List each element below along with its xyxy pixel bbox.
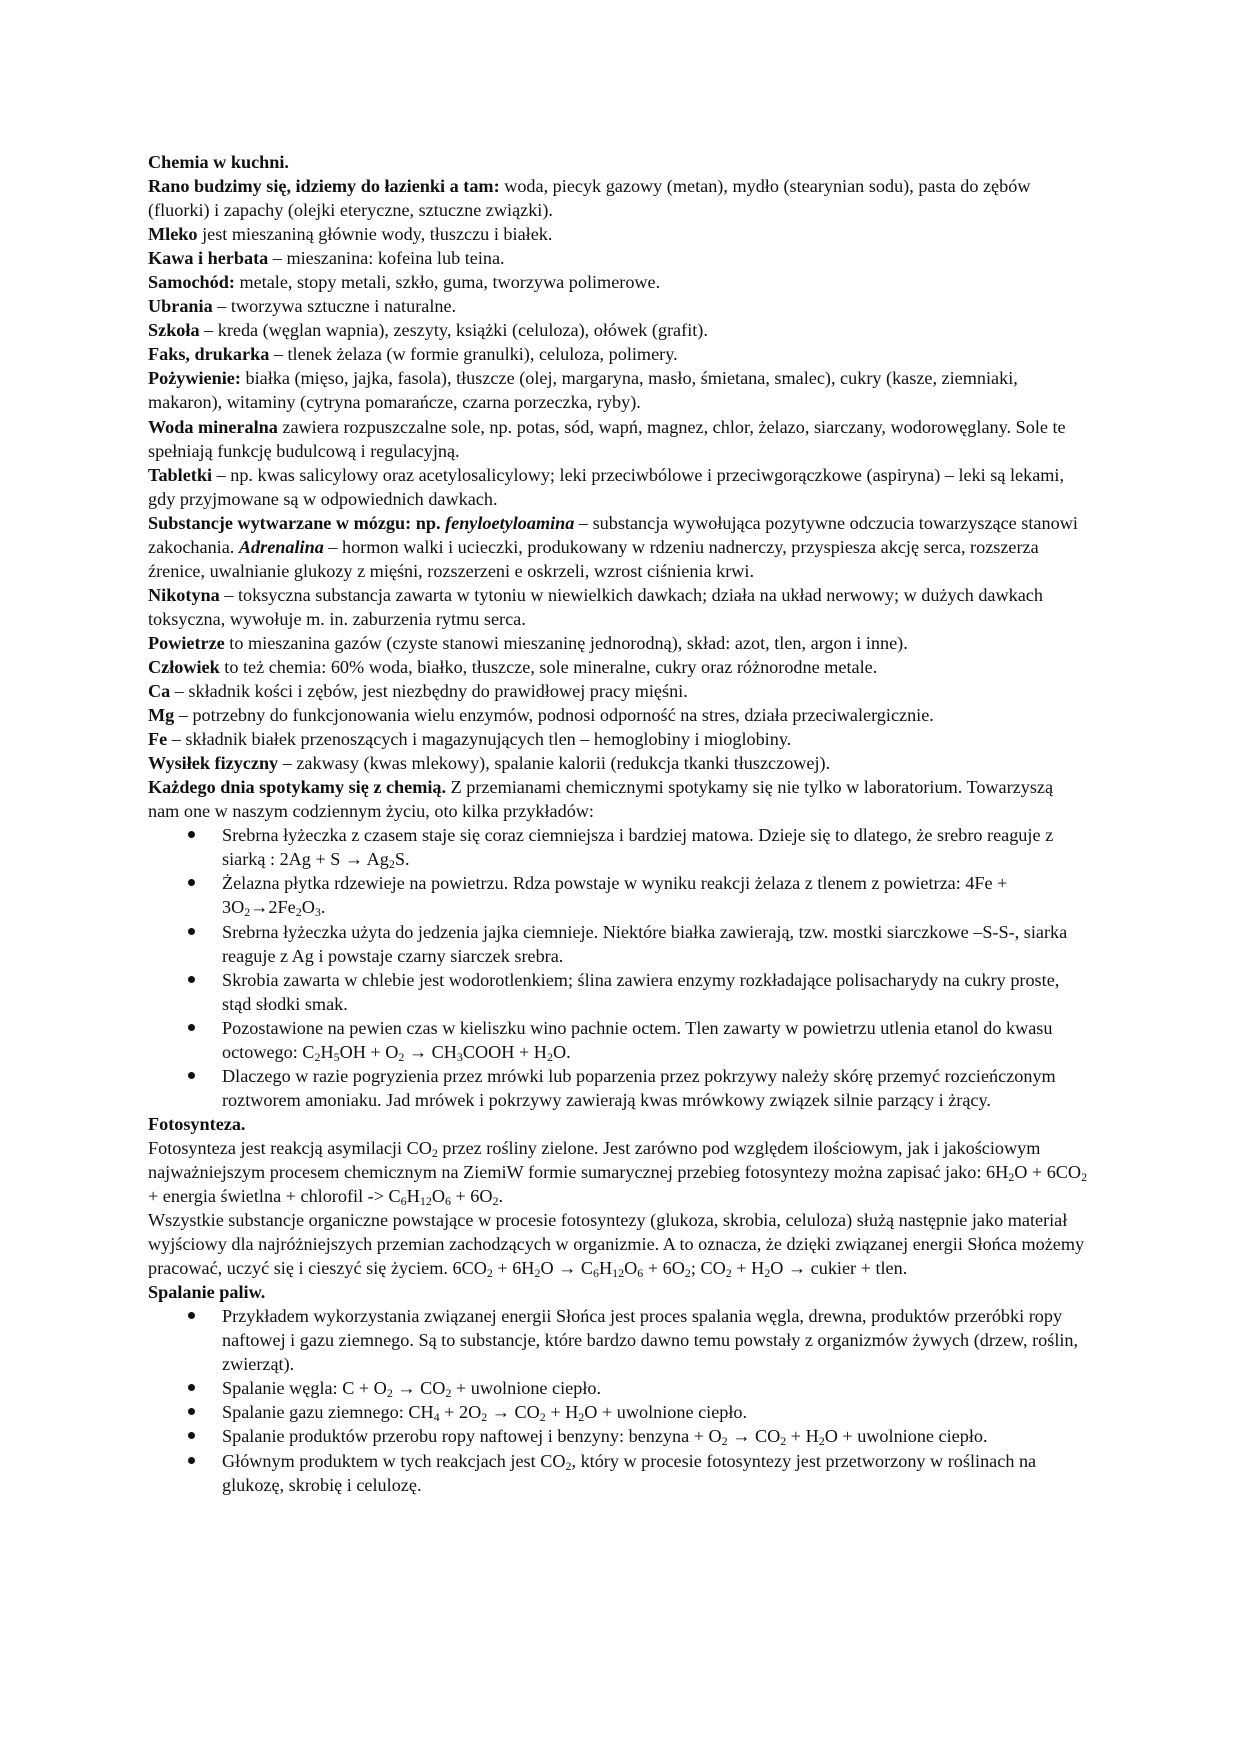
- brain-paragraph: Substancje wytwarzane w mózgu: np. fenyloetyloamina – substancja wywołująca pozytywne odczucia towarzyszące stanowi zakochania. Adrenalina – hormon walki i ucieczki, produkowany w rdzeniu nadnerczy, przyspiesza akcję serca, rozszerza źrenice, uwalnianie glukozy z mięśni, rozszerzeni e oskrzeli, wzrost ciśnienia krwi.: [148, 512, 1078, 581]
- paragraph: Samochód: metale, stopy metali, szkło, guma, tworzywa polimerowe.: [148, 272, 661, 293]
- intro-paragraphs: [148, 174, 1088, 823]
- paragraph: Ubrania – tworzywa sztuczne i naturalne.: [148, 296, 457, 317]
- paragraph: Kawa i herbata – mieszanina: kofeina lub teina.: [148, 248, 505, 269]
- paragraph: Rano budzimy się, idziemy do łazienki a tam: woda, piecyk gazowy (metan), mydło (stearynian sodu), pasta do zębów (fluorki) i zapachy (olejki eteryczne, sztuczne związki).: [148, 176, 1031, 221]
- examples-list: [148, 823, 1088, 1112]
- list-item: Spalanie gazu ziemnego: $CH_4 + 2O_2 \to CO_2 + H_2O$ + uwolnione ciepło.: [222, 1400, 1088, 1424]
- paragraph: Faks, drukarka – tlenek żelaza (w formie granulki), celuloza, polimery.: [148, 344, 678, 365]
- paragraph: Ca – składnik kości i zębów, jest niezbędny do prawidłowej pracy mięśni.: [148, 681, 688, 702]
- list-item: Srebrna łyżeczka użyta do jedzenia jajka ciemnieje. Niektóre białka zawierają, tzw. mostki siarczkowe –S-S-, siarka reaguje z Ag i powstaje czarny siarczek srebra.: [222, 920, 1088, 968]
- fuel-list: [148, 1304, 1088, 1496]
- list-item: Przykładem wykorzystania związanej energii Słońca jest proces spalania węgla, drewna, produktów przeróbki ropy naftowej i gazu ziemnego. Są to substancje, które bardzo dawno temu powstały z organizmów żywych (drzew, roślin, zwierząt).: [222, 1304, 1088, 1376]
- paragraph: Nikotyna – toksyczna substancja zawarta w tytoniu w niewielkich dawkach; działa na układ nerwowy; w dużych dawkach toksyczna, wywołuje m. in. zaburzenia rytmu serca.: [148, 584, 1043, 629]
- document-title: Chemia w kuchni.: [148, 152, 289, 172]
- list-item: Skrobia zawarta w chlebie jest wodorotlenkiem; ślina zawiera enzymy rozkładające polisacharydy na cukry proste, stąd słodki smak.: [222, 968, 1088, 1016]
- paragraph: Pożywienie: białka (mięso, jajka, fasola), tłuszcze (olej, margaryna, masło, śmietana, smalec), cukry (kasze, ziemniaki, makaron), witaminy (cytryna pomarańcze, czarna porzeczka, ryby).: [148, 368, 1018, 413]
- paragraph: Tabletki – np. kwas salicylowy oraz acetylosalicylowy; leki przeciwbólowe i przeciwgorączkowe (aspiryna) – leki są lekami, gdy przyjmowane są w odpowiednich dawkach.: [148, 464, 1065, 509]
- section-heading-fuel: Spalanie paliw.: [148, 1282, 266, 1303]
- section-heading-photosynthesis: Fotosynteza.: [148, 1113, 246, 1134]
- paragraph: Każdego dnia spotykamy się z chemią. Z przemianami chemicznymi spotykamy się nie tylko w laboratorium. Towarzyszą nam one w naszym codziennym życiu, oto kilka przykładów:: [148, 777, 1054, 822]
- paragraph: Wysiłek fizyczny – zakwasy (kwas mlekowy), spalanie kalorii (redukcja tkanki tłuszczowej).: [148, 753, 831, 774]
- list-item: Głównym produktem w tych reakcjach jest $CO_2$, który w procesie fotosyntezy jest przetworzony w roślinach na glukozę, skrobię i celulozę.: [222, 1449, 1088, 1497]
- photosynthesis-paragraph: Fotosynteza jest reakcją asymilacji $CO_2$ przez rośliny zielone. Jest zarówno pod względem ilościowym, jak i jakościowym najważniejszym procesem chemicznym na ZiemiW formie sumarycznej przebieg fotosyntezy można zapisać jako: $6H_2O + 6CO_2$ + energia świetlna + chlorofil -> $C_6H_{12}O_6 + 6O_2$.: [148, 1137, 1088, 1209]
- list-item: Srebrna łyżeczka z czasem staje się coraz ciemniejsza i bardziej matowa. Dzieje się to dlatego, że srebro reaguje z siarką : $2Ag + S \to Ag_2S$.: [222, 823, 1088, 871]
- photosynthesis-paragraph: Wszystkie substancje organiczne powstające w procesie fotosyntezy (glukoza, skrobia, celuloza) służą następnie jako materiał wyjściowy dla najróżniejszych przemian zachodzących w organizmie. A to oznacza, że dzięki związanej energii Słońca możemy pracować, uczyć się i cieszyć się życiem. $6CO_2 + 6H_2O \to C_6H_{12}O_6 + 6O_2$; $CO_2 + H_2O$ → cukier + tlen.: [148, 1210, 1085, 1281]
- list-item: Spalanie węgla: $C + O_2 \to CO_2$ + uwolnione ciepło.: [222, 1376, 1088, 1400]
- paragraph: Mleko jest mieszaniną głównie wody, tłuszczu i białek.: [148, 224, 553, 245]
- paragraph: Woda mineralna zawiera rozpuszczalne sole, np. potas, sód, wapń, magnez, chlor, żelazo, siarczany, wodorowęglany. Sole te spełniają funkcję budulcową i regulacyjną.: [148, 416, 1066, 461]
- list-item: Żelazna płytka rdzewieje na powietrzu. Rdza powstaje w wyniku reakcji żelaza z tlenem z powietrza: $4Fe + 3O_2\to 2Fe_2O_3$.: [222, 871, 1088, 919]
- paragraph: Mg – potrzebny do funkcjonowania wielu enzymów, podnosi odporność na stres, działa przeciwalergicznie.: [148, 705, 934, 726]
- paragraph: Powietrze to mieszanina gazów (czyste stanowi mieszaninę jednorodną), skład: azot, tlen, argon i inne).: [148, 632, 908, 653]
- list-item: Dlaczego w razie pogryzienia przez mrówki lub poparzenia przez pokrzywy należy skórę przemyć rozcieńczonym roztworem amoniaku. Jad mrówek i pokrzywy zawierają kwas mrówkowy związek silnie parzący i żrący.: [222, 1064, 1088, 1112]
- paragraph: Człowiek to też chemia: 60% woda, białko, tłuszcze, sole mineralne, cukry oraz różnorodne metale.: [148, 656, 878, 677]
- list-item: Pozostawione na pewien czas w kieliszku wino pachnie octem. Tlen zawarty w powietrzu utlenia etanol do kwasu octowego: $C_2H_5OH + O_2$ → $CH_3COOH + H_2O$.: [222, 1016, 1088, 1064]
- document-page: [148, 150, 1088, 1497]
- paragraph: Fe – składnik białek przenoszących i magazynujących tlen – hemoglobiny i mioglobiny.: [148, 729, 792, 750]
- list-item: Spalanie produktów przerobu ropy naftowej i benzyny: benzyna + $O_2 \to CO_2 + H_2O$ + uwolnione ciepło.: [222, 1424, 1088, 1448]
- paragraph: Szkoła – kreda (węglan wapnia), zeszyty, książki (celuloza), ołówek (grafit).: [148, 320, 708, 341]
